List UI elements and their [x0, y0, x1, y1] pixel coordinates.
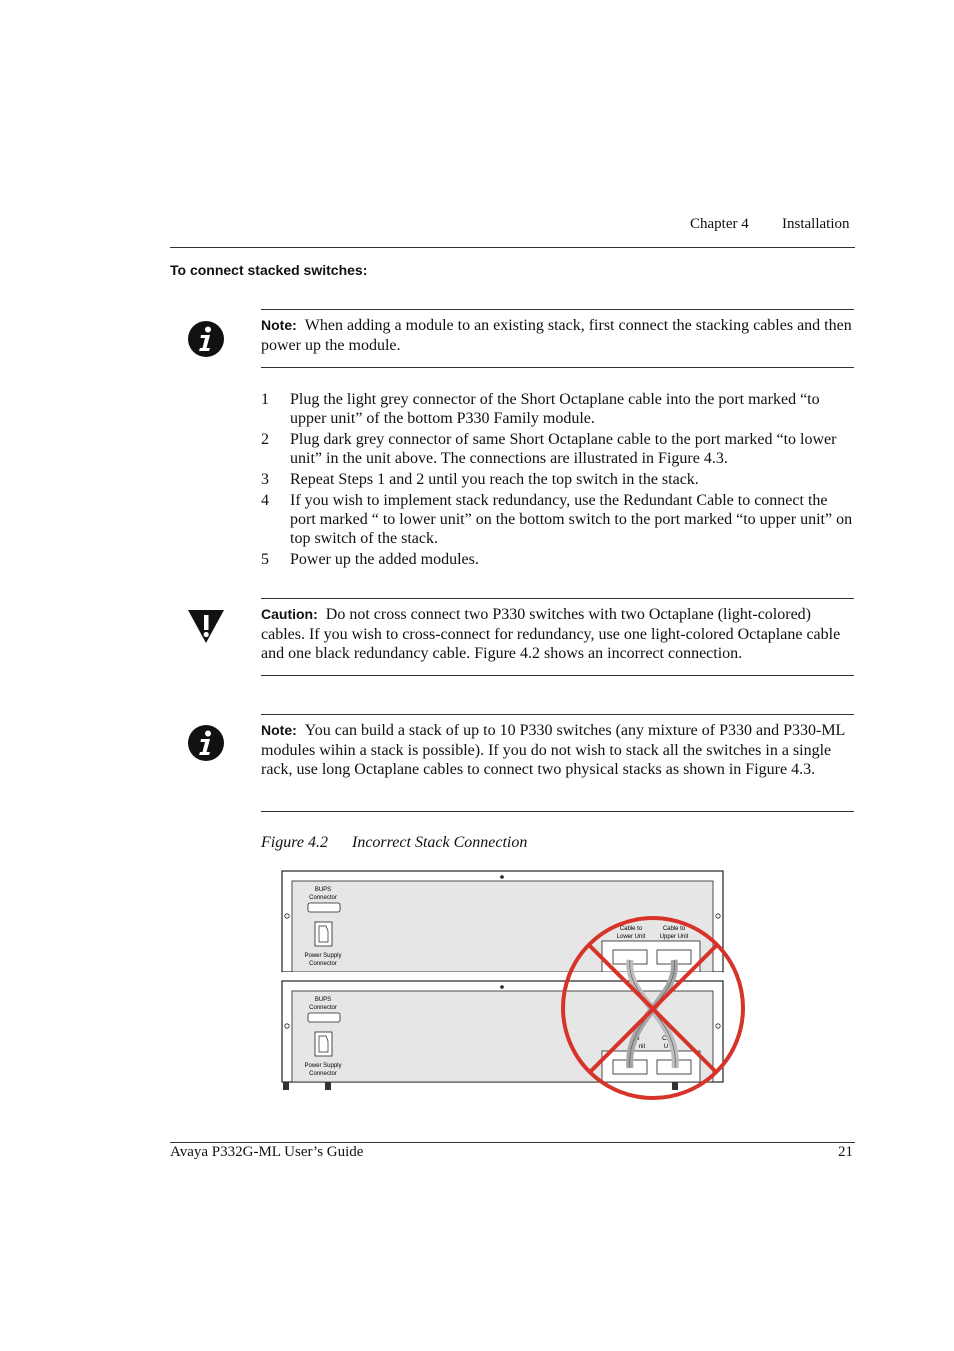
psu-label-2: Connector	[309, 961, 337, 967]
lower-port-label: to	[634, 1036, 640, 1042]
caution-bottom-rule	[261, 675, 854, 676]
upper-port-label: Cable to	[662, 926, 686, 932]
caution-icon	[187, 608, 225, 644]
upper-port-label-2: U	[663, 1044, 669, 1050]
footer-guide-title: Avaya P332G-ML User’s Guide	[170, 1144, 364, 1160]
figure-number: Figure 4.2	[261, 834, 328, 851]
procedure-title: To connect stacked switches:	[170, 262, 368, 278]
power-socket-icon	[315, 1032, 332, 1056]
list-item	[261, 550, 854, 569]
header-rule	[170, 247, 855, 248]
steps-list	[261, 390, 854, 570]
step-number: 3	[261, 470, 269, 488]
bups-label-2: Connector	[309, 1005, 337, 1011]
psu-label: Power Supply	[304, 953, 342, 959]
bups-label: BUPS	[314, 997, 332, 1003]
note1-bottom-rule	[261, 367, 854, 368]
bups-label-2: Connector	[309, 895, 337, 901]
step-text: Power up the added modules.	[290, 550, 479, 568]
note1-top-rule	[261, 309, 854, 310]
caution-label: Caution:	[261, 606, 318, 622]
list-item	[261, 491, 854, 549]
list-item	[261, 430, 854, 468]
note1-label: Note:	[261, 317, 297, 333]
upper-port-label-2: Upper Unit	[659, 934, 689, 940]
step-number: 5	[261, 550, 269, 568]
caution-text-block	[261, 605, 854, 664]
lower-port-label: Cable to	[619, 926, 643, 932]
bups-connector-icon	[308, 903, 340, 912]
upper-switch-unit	[282, 871, 723, 972]
step-text: Plug the light grey connector of the Short Octaplane cable into the port marked “to upper unit” of the bottom P330 Family module.	[290, 391, 820, 428]
lower-switch-unit	[282, 981, 723, 1082]
caution-text: Do not cross connect two P330 switches with two Octaplane (light-colored) cables. If you wish to cross-connect for redundancy, use one light-colored Octaplane cable and one black redundancy cable. Figure 4.2 shows an incorrect connection.	[261, 606, 841, 662]
running-header-chapter: Chapter 4	[690, 216, 749, 232]
note2-top-rule	[261, 714, 854, 715]
note1-text: When adding a module to an existing stack, first connect the stacking cables and then power up the module.	[261, 317, 852, 354]
lower-port-label-2: nit	[638, 1044, 646, 1050]
list-item	[261, 470, 854, 489]
step-text: Plug dark grey connector of same Short Octaplane cable to the port marked “to lower unit” in the unit above. The connections are illustrated in Figure 4.3.	[290, 430, 837, 468]
note2-text: You can build a stack of up to 10 P330 switches (any mixture of P330 and P330-ML modules wihin a stack is possible). If you do not wish to stack all the switches in a single rack, use long Octaplane cables to connect two physical stacks as shown in Figure 4.3.	[261, 722, 845, 778]
note2-text-block	[261, 721, 854, 780]
psu-label-2: Connector	[309, 1071, 337, 1077]
page-number: 21	[838, 1144, 853, 1160]
info-icon	[187, 724, 225, 762]
note2-bottom-rule	[261, 811, 854, 812]
note2-label: Note:	[261, 722, 297, 738]
footer-rule	[170, 1142, 855, 1143]
step-text: If you wish to implement stack redundancy, use the Redundant Cable to connect the port marked “ to lower unit” on the bottom switch to the port marked “to upper unit” on top switch of the stack.	[290, 491, 853, 547]
bups-connector-icon	[308, 1013, 340, 1022]
figure-title: Incorrect Stack Connection	[352, 834, 528, 851]
upper-port-label: Ca	[662, 1036, 670, 1042]
list-item	[261, 390, 854, 428]
caution-top-rule	[261, 598, 854, 599]
lower-port-label-2: Lower Unit	[616, 934, 646, 940]
step-number: 4	[261, 491, 269, 509]
info-icon	[187, 320, 225, 358]
step-number: 1	[261, 391, 269, 408]
note1-text-block	[261, 316, 854, 355]
step-text: Repeat Steps 1 and 2 until you reach the top switch in the stack.	[290, 470, 699, 488]
bups-label: BUPS	[314, 887, 332, 893]
power-socket-icon	[315, 922, 332, 946]
running-header-section: Installation	[782, 216, 850, 232]
step-number: 2	[261, 430, 269, 448]
stack-connection-figure	[280, 868, 750, 1108]
psu-label: Power Supply	[304, 1063, 342, 1069]
